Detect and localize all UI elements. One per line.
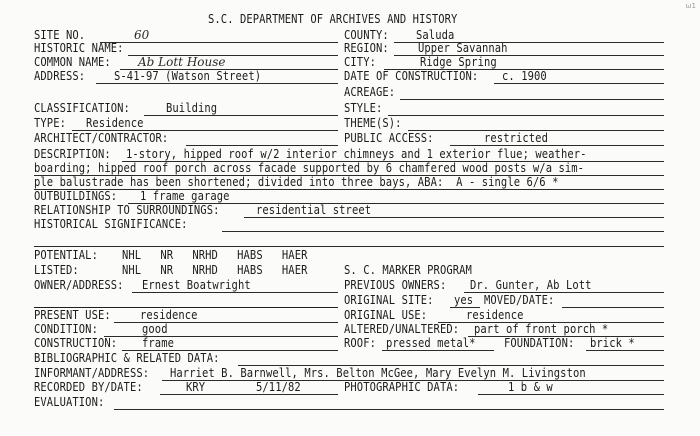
relationship-label: RELATIONSHIP TO SURROUNDINGS: (34, 203, 220, 217)
classification-label: CLASSIFICATION: (34, 101, 130, 115)
altered-value: part of front porch * (474, 322, 609, 336)
historic-name-label: HISTORIC NAME: (34, 41, 124, 55)
architect-label: ARCHITECT/CONTRACTOR: (34, 131, 169, 145)
foundation-label: FOUNDATION: (504, 336, 575, 350)
previous-owners-label: PREVIOUS OWNERS: (344, 278, 447, 292)
common-name-value: Ab Lott House (138, 55, 226, 69)
photographic-label: PHOTOGRAPHIC DATA: (344, 380, 460, 394)
construction-label: CONSTRUCTION: (34, 336, 118, 350)
recorded-date: 5/11/82 (256, 380, 301, 394)
date-construction-label: DATE OF CONSTRUCTION: (344, 69, 479, 83)
marker-program-heading: S. C. MARKER PROGRAM (344, 263, 472, 277)
relationship-value: residential street (256, 203, 372, 217)
previous-owners-value: Dr. Gunter, Ab Lott (470, 278, 592, 292)
potential-label: POTENTIAL: (34, 248, 98, 262)
site-no-value: 60 (134, 28, 150, 42)
description-line-2: boarding; hipped roof porch across facade supported by 6 chamfered wood posts w/a sim- (34, 161, 585, 175)
theme-label: THEME(S): (344, 116, 402, 130)
listed-options: NHL NR NRHD HABS HAER (122, 263, 308, 277)
bibliographic-label: BIBLIOGRAPHIC & RELATED DATA: (34, 351, 220, 365)
roof-label: ROOF: (344, 336, 376, 350)
listed-label: LISTED: (34, 263, 79, 277)
type-label: TYPE: (34, 116, 66, 130)
present-use-value: residence (140, 308, 198, 322)
condition-label: CONDITION: (34, 322, 98, 336)
type-value: Residence (86, 116, 144, 130)
relationship-line (244, 217, 664, 218)
evaluation-label: EVALUATION: (34, 395, 105, 409)
corner-mark: ω1 (685, 2, 696, 10)
foundation-value: brick * (590, 336, 635, 350)
description-line-1: 1-story, hipped roof w/2 interior chimneys and 1 exterior flue; weather- (126, 147, 587, 161)
style-line (388, 115, 664, 116)
moved-date-line (562, 307, 664, 308)
historical-significance-line (222, 231, 664, 232)
recorded-by: KRY (186, 380, 206, 394)
evaluation-line (114, 409, 664, 410)
original-use-label: ORIGINAL USE: (344, 308, 428, 322)
roof-value: pressed metal* (386, 336, 476, 350)
address-label: ADDRESS: (34, 69, 86, 83)
roof-line (382, 350, 494, 351)
region-value: Upper Savannah (418, 41, 508, 55)
address-value: S-41-97 (Watson Street) (114, 69, 262, 83)
site-no-label: SITE NO. (34, 28, 86, 42)
form-title: S.C. DEPARTMENT OF ARCHIVES AND HISTORY (208, 12, 458, 26)
photographic-line (478, 394, 664, 395)
original-site-label: ORIGINAL SITE: (344, 293, 434, 307)
date-construction-line (494, 83, 664, 84)
photographic-value: 1 b & w (508, 380, 553, 394)
moved-date-label: MOVED/DATE: (484, 293, 555, 307)
city-label: CITY: (344, 55, 376, 69)
condition-value: good (142, 322, 168, 336)
common-name-label: COMMON NAME: (34, 55, 111, 69)
owner-label: OWNER/ADDRESS: (34, 278, 124, 292)
public-access-line (450, 145, 664, 146)
original-site-value: yes (454, 293, 474, 307)
recorded-line (160, 394, 338, 395)
public-access-label: PUBLIC ACCESS: (344, 131, 434, 145)
county-label: COUNTY: (344, 28, 389, 42)
acreage-label: ACREAGE: (344, 85, 396, 99)
historical-significance-line-2 (34, 246, 664, 247)
region-label: REGION: (344, 41, 389, 55)
site-no-line (100, 42, 338, 43)
potential-options: NHL NR NRHD HABS HAER (122, 248, 308, 262)
city-value: Ridge Spring (420, 55, 497, 69)
informant-label: INFORMANT/ADDRESS: (34, 366, 150, 380)
historical-significance-label: HISTORICAL SIGNIFICANCE: (34, 217, 188, 231)
description-line-3: ple balustrade has been shortened; divided into three bays, ABA: A - single 6/6 * (34, 175, 559, 189)
recorded-label: RECORDED BY/DATE: (34, 380, 143, 394)
informant-value: Harriet B. Barnwell, Mrs. Belton McGee, Mary Evelyn M. Livingston (170, 366, 586, 380)
altered-label: ALTERED/UNALTERED: (344, 322, 460, 336)
date-construction-value: c. 1900 (502, 69, 547, 83)
address-line (96, 83, 338, 84)
outbuildings-label: OUTBUILDINGS: (34, 189, 118, 203)
construction-value: frame (142, 336, 174, 350)
classification-line (144, 115, 338, 116)
description-label: DESCRIPTION: (34, 147, 111, 161)
condition-line (104, 336, 338, 337)
classification-value: Building (166, 101, 218, 115)
original-use-value: residence (466, 308, 524, 322)
foundation-line (586, 350, 664, 351)
acreage-line (400, 99, 664, 100)
public-access-value: restricted (484, 131, 548, 145)
county-value: Saluda (416, 28, 455, 42)
owner-value: Ernest Boatwright (142, 278, 251, 292)
present-use-label: PRESENT USE: (34, 308, 111, 322)
architect-line (186, 145, 338, 146)
owner-line (132, 292, 338, 293)
outbuildings-value: 1 frame garage (140, 189, 230, 203)
style-label: STYLE: (344, 101, 383, 115)
description-rule-3 (34, 189, 664, 190)
